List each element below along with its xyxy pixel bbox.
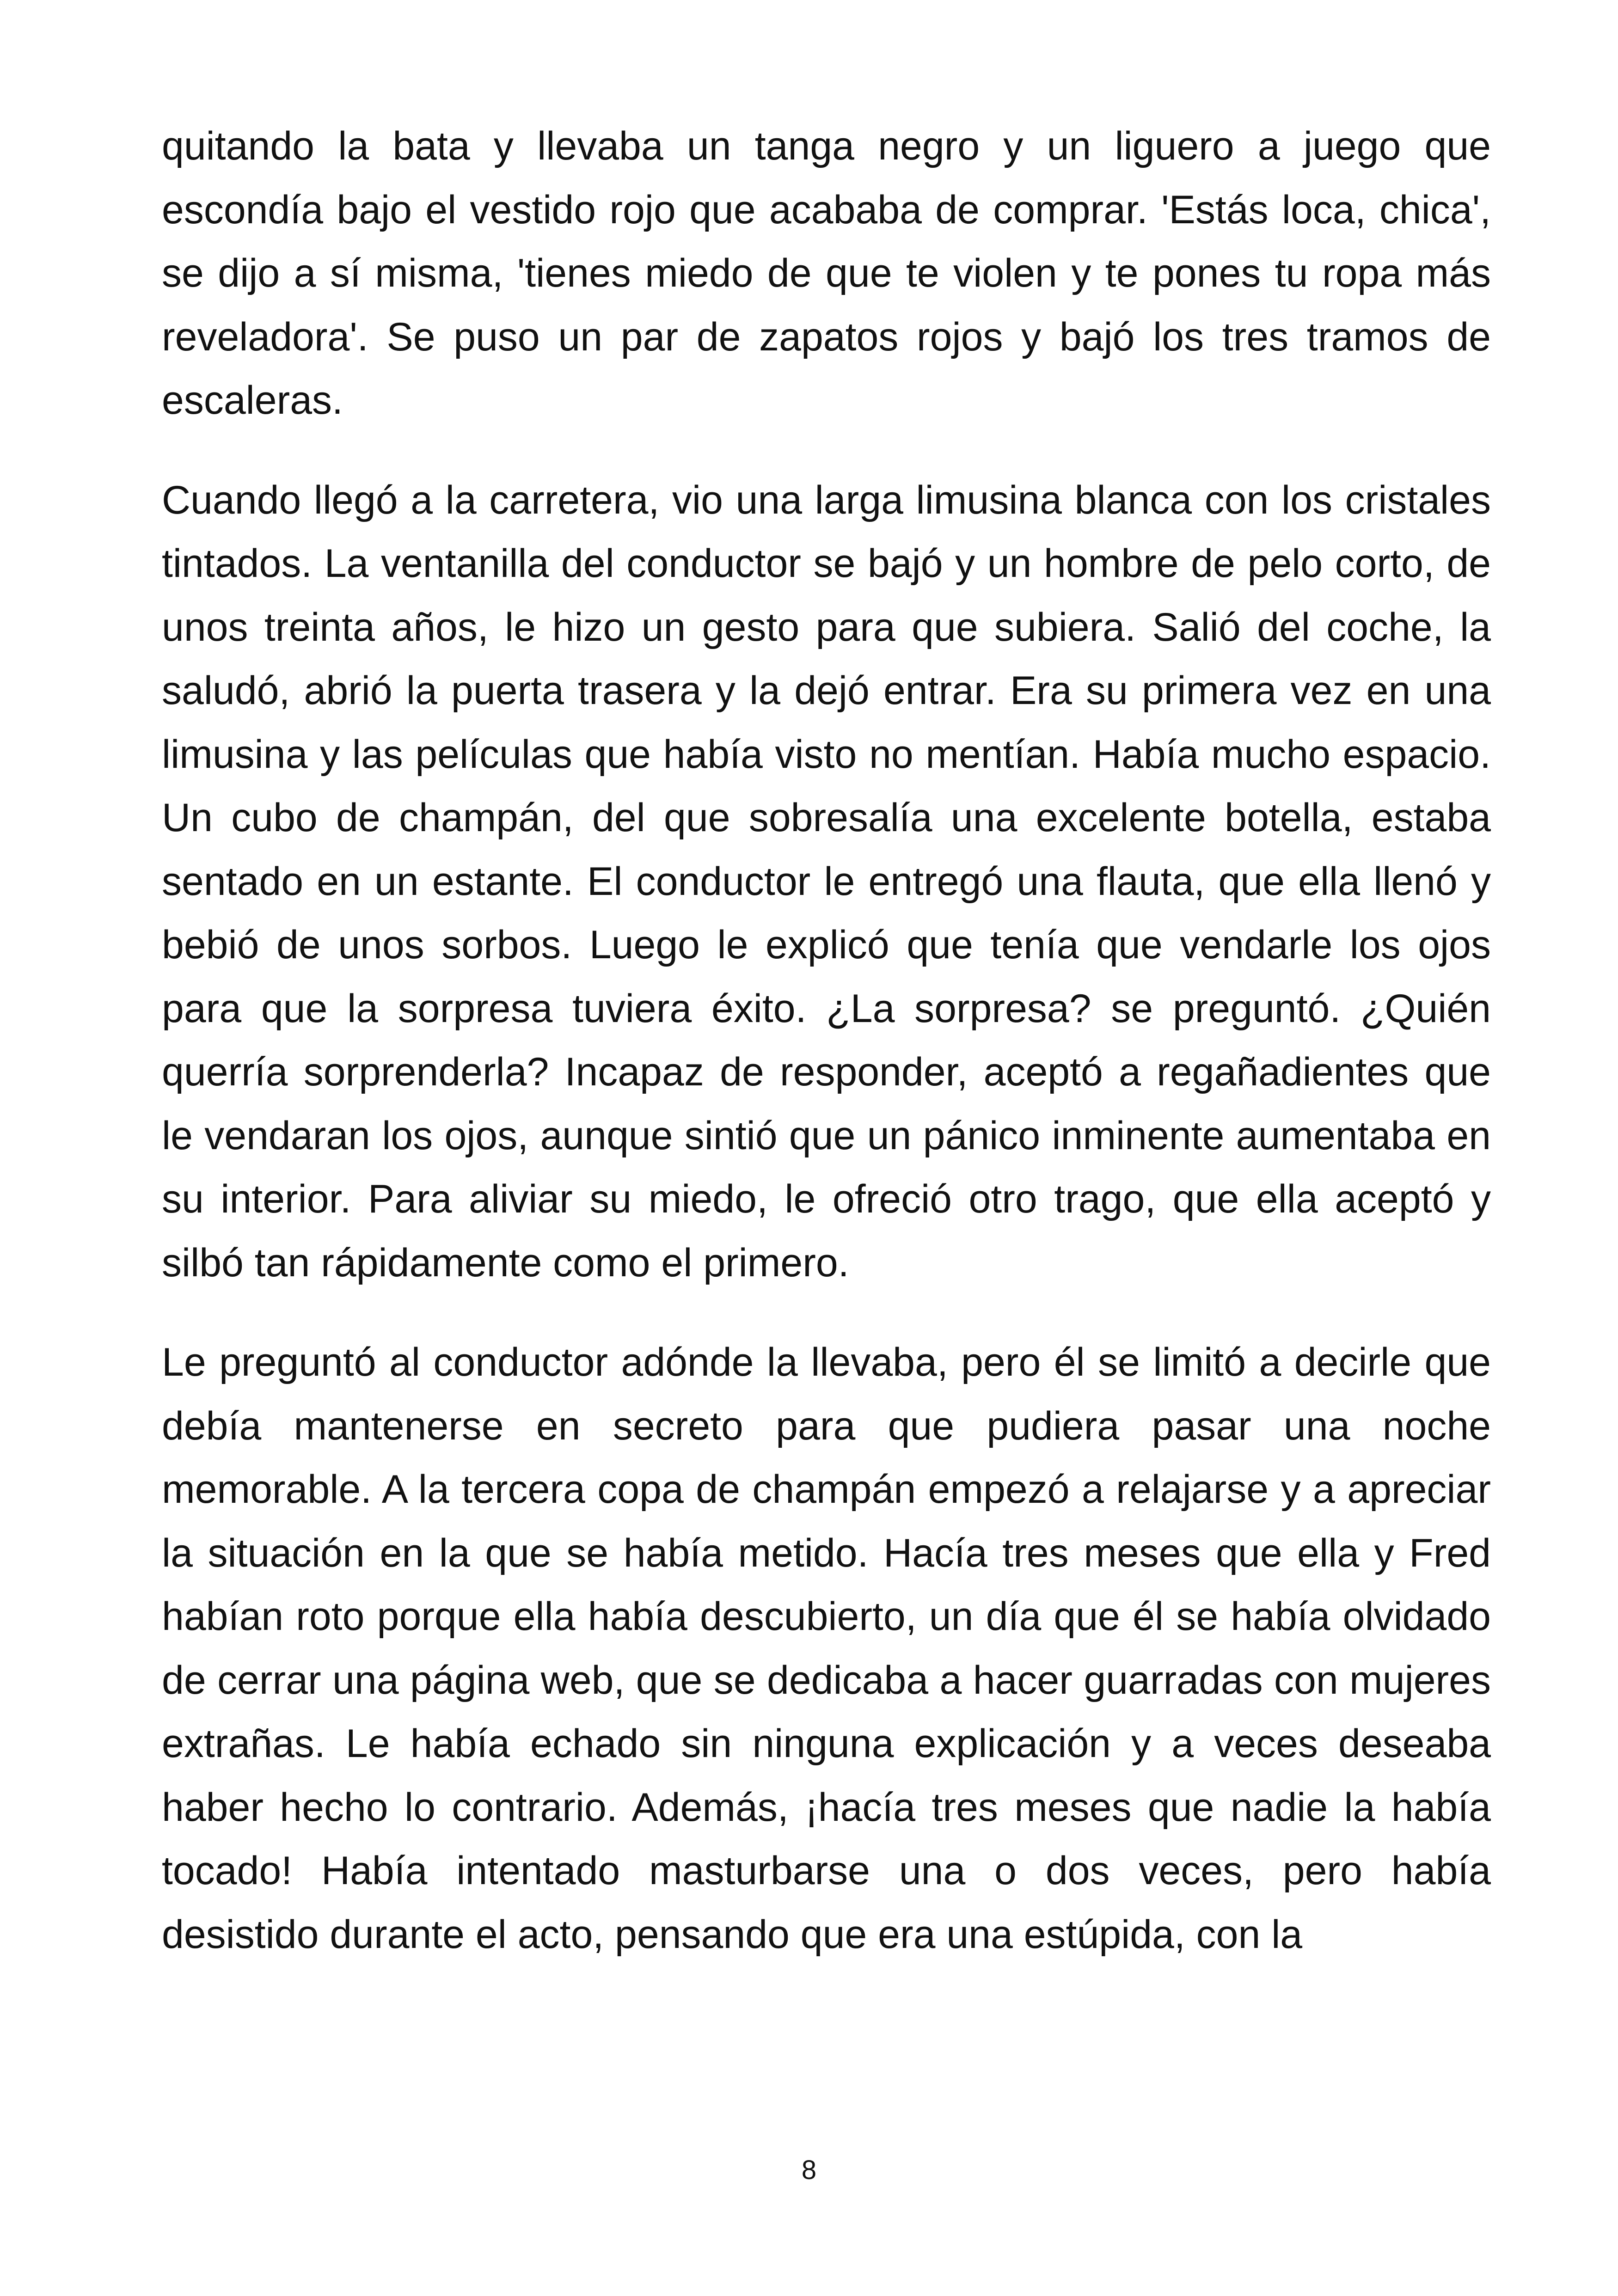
body-text: [162, 115, 1491, 2002]
page-number: 8: [801, 2155, 817, 2185]
paragraph-3: Le preguntó al conductor adónde la llevaba, pero él se limitó a decirle que debía mantenerse en secreto para que pudiera pasar una noche memorable. A la tercera copa de champán empezó a relajarse y a apreciar la situación en la que se había metido. Hacía tres meses que ella y Fred habían roto porque ella había descubierto, un día que él se había olvidado de cerrar una página web, que se dedicaba a hacer guarradas con mujeres extrañas. Le había echado sin ninguna explicación y a veces deseaba haber hecho lo contrario. Además, ¡hacía tres meses que nadie la había tocado! Había intentado masturbarse una o dos veces, pero había desistido durante el acto, pensando que era una estúpida, con la: [162, 1340, 1491, 1957]
paragraph-2: Cuando llegó a la carretera, vio una larga limusina blanca con los cristales tintados. La ventanilla del conductor se bajó y un hombre de pelo corto, de unos treinta años, le hizo un gesto para que subiera. Salió del coche, la saludó, abrió la puerta trasera y la dejó entrar. Era su primera vez en una limusina y las películas que había visto no mentían. Había mucho espacio. Un cubo de champán, del que sobresalía una excelente botella, estaba sentado en un estante. El conductor le entregó una flauta, que ella llenó y bebió de unos sorbos. Luego le explicó que tenía que vendarle los ojos para que la sorpresa tuviera éxito. ¿La sorpresa? se preguntó. ¿Quién querría sorprenderla? Incapaz de responder, aceptó a regañadientes que le vendaran los ojos, aunque sintió que un pánico inminente aumentaba en su interior. Para aliviar su miedo, le ofreció otro trago, que ella aceptó y silbó tan rápidamente como el primero.: [162, 478, 1491, 1285]
paragraph-1: quitando la bata y llevaba un tanga negro y un liguero a juego que escondía bajo el vestido rojo que acababa de comprar. 'Estás loca, chica', se dijo a sí misma, 'tienes miedo de que te violen y te pones tu ropa más reveladora'. Se puso un par de zapatos rojos y bajó los tres tramos de escaleras.: [162, 124, 1491, 422]
